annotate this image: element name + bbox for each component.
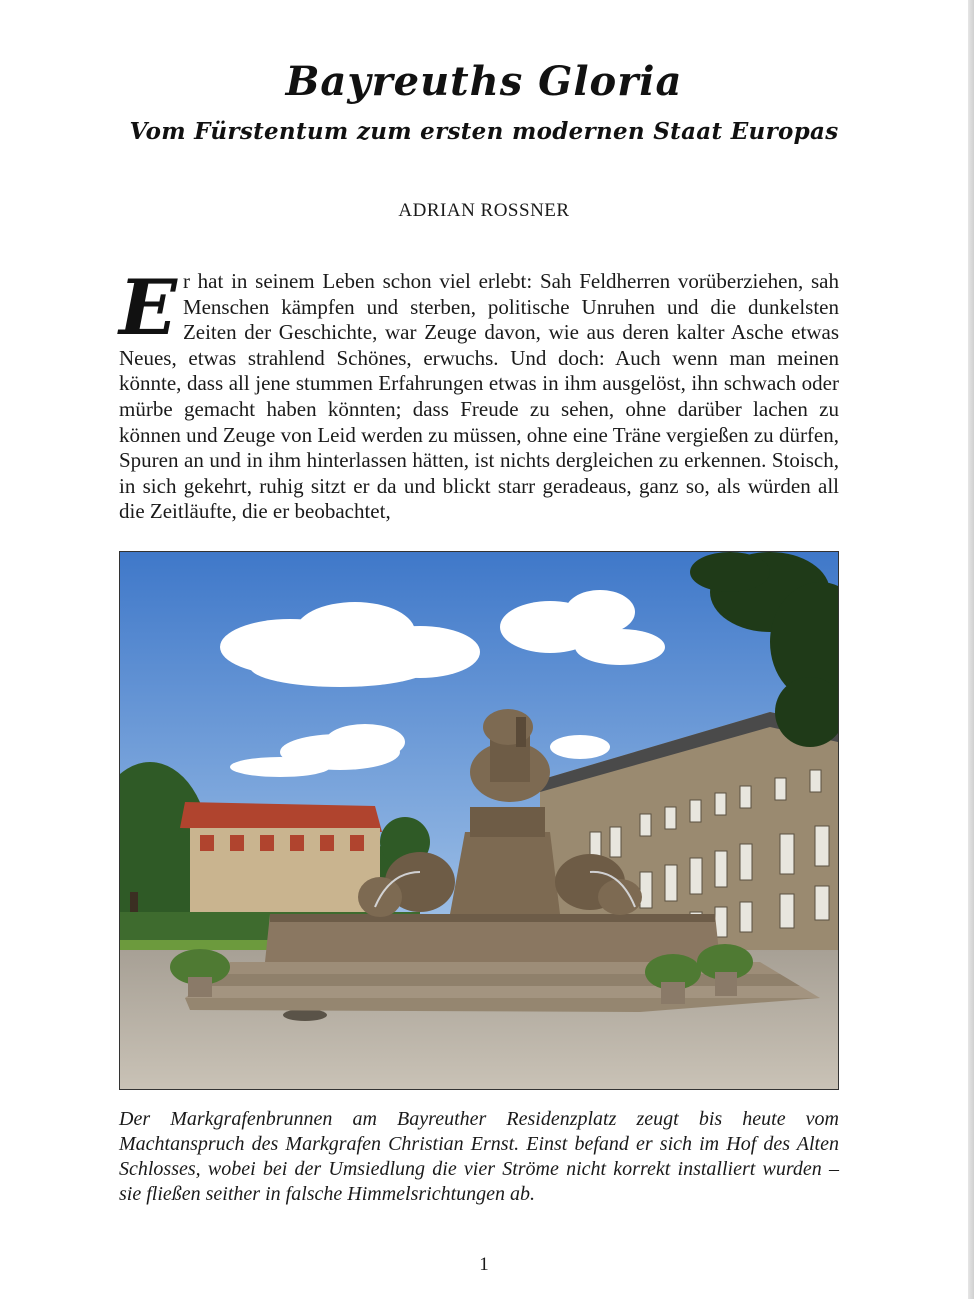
page-number: 1 <box>479 1254 489 1275</box>
article-subtitle: Vom Fürstentum zum ersten modernen Staat Europas <box>129 118 839 145</box>
drop-cap: E <box>119 263 177 352</box>
red-roof-building <box>180 802 382 918</box>
author-name: ADRIAN ROSSNER <box>398 200 570 221</box>
manhole <box>283 1009 327 1021</box>
fountain-illustration <box>120 552 838 1089</box>
fountain-photo <box>119 551 839 1090</box>
page-edge <box>968 0 974 1299</box>
body-paragraph <box>119 263 839 525</box>
photo-caption: Der Markgrafenbrunnen am Bayreuther Residenzplatz zeugt bis heute vom Machtanspruch des Markgrafen Christian Ernst. Einst befand er sich im Hof des Alten Schlosses, wobei bei der Umsiedlung die vier Ströme nicht korrekt installiert wurden – sie fließen seither in falsche Himmelsrichtungen ab. <box>119 1108 839 1205</box>
body-text: r hat in seinem Leben schon viel erlebt: Sah Feldherren vorüberziehen, sah Menschen kämpfen und sterben, politische Unruhen und die dunkelsten Zeiten der Geschichte, war Zeuge davon, wie aus deren kalter Asche etwas Neues, etwas strahlend Schönes, erwuchs. Und doch: Auch wenn man meinen könnte, dass all jene stummen Erfahrungen etwas in ihm ausgelöst, ihn schwach oder mürbe gemacht haben könnten; dass Freude zu sehen, ohne darüber lachen zu können und Zeuge von Leid werden zu müssen, ohne eine Träne vergießen zu dürfen, Spuren an und in ihm hinterlassen hätten, ist nichts dergleichen zu erkennen. Stoisch, in sich gekehrt, ruhig sitzt er da und blickt starr geradeaus, ganz so, als würden all die Zeitläufte, die er beobachtet, <box>119 269 839 524</box>
article-title: Bayreuths Gloria <box>285 58 683 105</box>
